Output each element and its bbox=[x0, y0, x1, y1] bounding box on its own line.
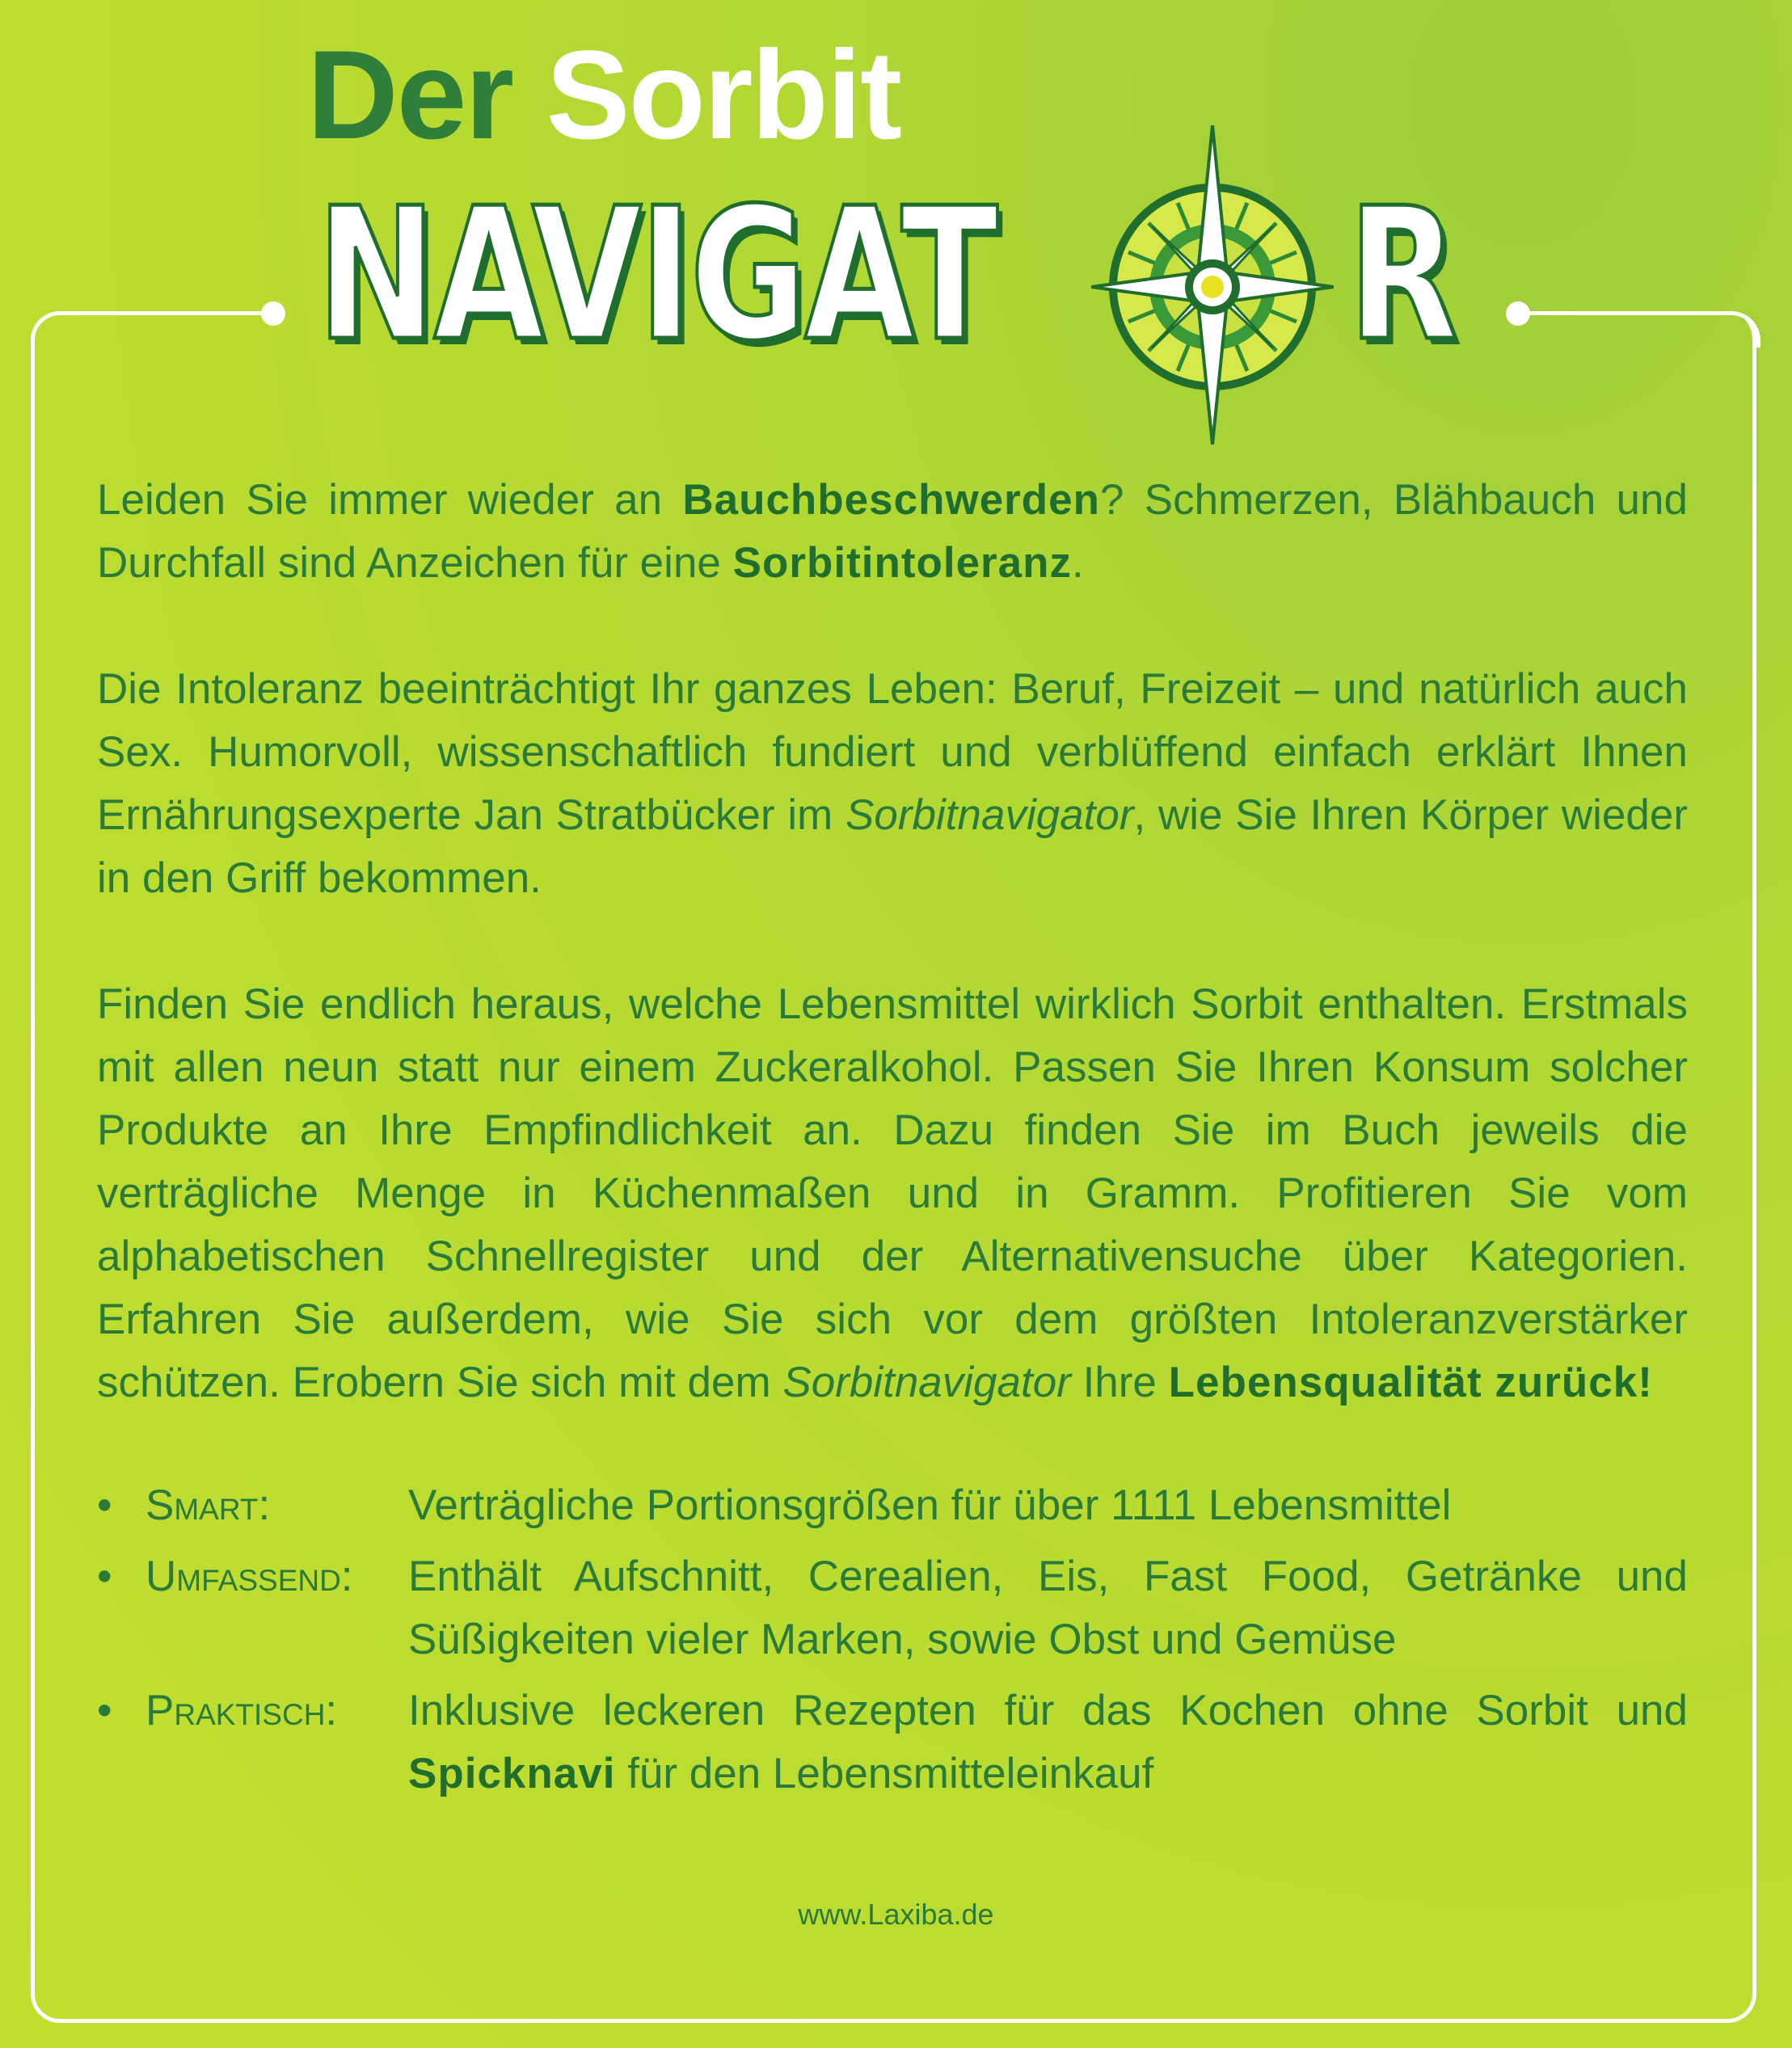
compass-rose-icon bbox=[1091, 125, 1334, 445]
bullet-icon: • bbox=[97, 1553, 112, 1600]
highlight-spicknavi: Spicknavi bbox=[408, 1750, 616, 1797]
feature-value: Enthält Aufschnitt, Cerealien, Eis, Fast Food, Getränke und Süßigkeiten vieler Marken, sowie Obst und Gemüse bbox=[408, 1553, 1688, 1663]
book-title-italic: Sorbitnavigator bbox=[782, 1359, 1071, 1406]
description-text bbox=[97, 469, 1688, 1806]
highlight-lebensqualitaet: Lebensqualität zurück! bbox=[1168, 1359, 1653, 1406]
feature-key: Smart: bbox=[145, 1481, 271, 1529]
feature-value: Verträgliche Portionsgrößen für über 1111 Lebensmittel bbox=[408, 1481, 1452, 1529]
title-navigat: NAVIGAT bbox=[317, 169, 996, 381]
highlight-sorbitintoleranz: Sorbitintoleranz bbox=[732, 539, 1073, 587]
title-r: R bbox=[1348, 169, 1458, 381]
feature-item bbox=[97, 1545, 1688, 1671]
title-der: Der bbox=[307, 25, 513, 166]
title-line-1 bbox=[307, 25, 901, 166]
bullet-icon: • bbox=[97, 1481, 112, 1529]
feature-key: Umfassend: bbox=[145, 1553, 353, 1600]
paragraph-2: Die Intoleranz beeinträchtigt Ihr ganzes Leben: Beruf, Freizeit – und natürlich auch Sex. Humorvoll, wissenschaftlich fundiert und verblüffend einfach erklärt Ihnen Ernährungsexperte Jan Stratbücker im Sorbitnavigator, wie Sie Ihren Körper wieder in den Griff bekommen. bbox=[97, 665, 1688, 902]
bullet-icon: • bbox=[97, 1687, 112, 1734]
feature-item bbox=[97, 1679, 1688, 1806]
feature-value: Inklusive leckeren Rezepten für das Kochen ohne Sorbit und Spicknavi für den Lebensmitteleinkauf bbox=[408, 1687, 1688, 1797]
feature-key: Praktisch: bbox=[145, 1687, 338, 1734]
paragraph-1: Leiden Sie immer wieder an Bauchbeschwerden? Schmerzen, Blähbauch und Durchfall sind Anzeichen für eine Sorbitintoleranz. bbox=[97, 476, 1688, 587]
frame-dot-left bbox=[261, 301, 285, 326]
highlight-bauchbeschwerden: Bauchbeschwerden bbox=[682, 476, 1101, 524]
paragraph-3: Finden Sie endlich heraus, welche Lebensmittel wirklich Sorbit enthalten. Erstmals mit allen neun statt nur einem Zuckeralkohol. Passen Sie Ihren Konsum solcher Produkte an Ihre Empfindlichkeit an. Dazu finden Sie im Buch jeweils die verträgliche Menge in Küchenmaßen und in Gramm. Profitieren Sie vom alphabetischen Schnellregister und der Alternativensuche über Kategorien. Erfahren Sie außerdem, wie Sie sich vor dem größten Intoleranzverstärker schützen. Erobern Sie sich mit dem Sorbitnavigator Ihre Lebensqualität zurück! bbox=[97, 980, 1688, 1406]
feature-item bbox=[97, 1474, 1688, 1537]
feature-list bbox=[97, 1474, 1688, 1806]
title-sorbit: Sorbit bbox=[546, 25, 901, 166]
frame-dot-right bbox=[1506, 301, 1530, 326]
website-link[interactable]: www.Laxiba.de bbox=[798, 1898, 994, 1931]
book-title-italic: Sorbitnavigator bbox=[845, 791, 1134, 839]
